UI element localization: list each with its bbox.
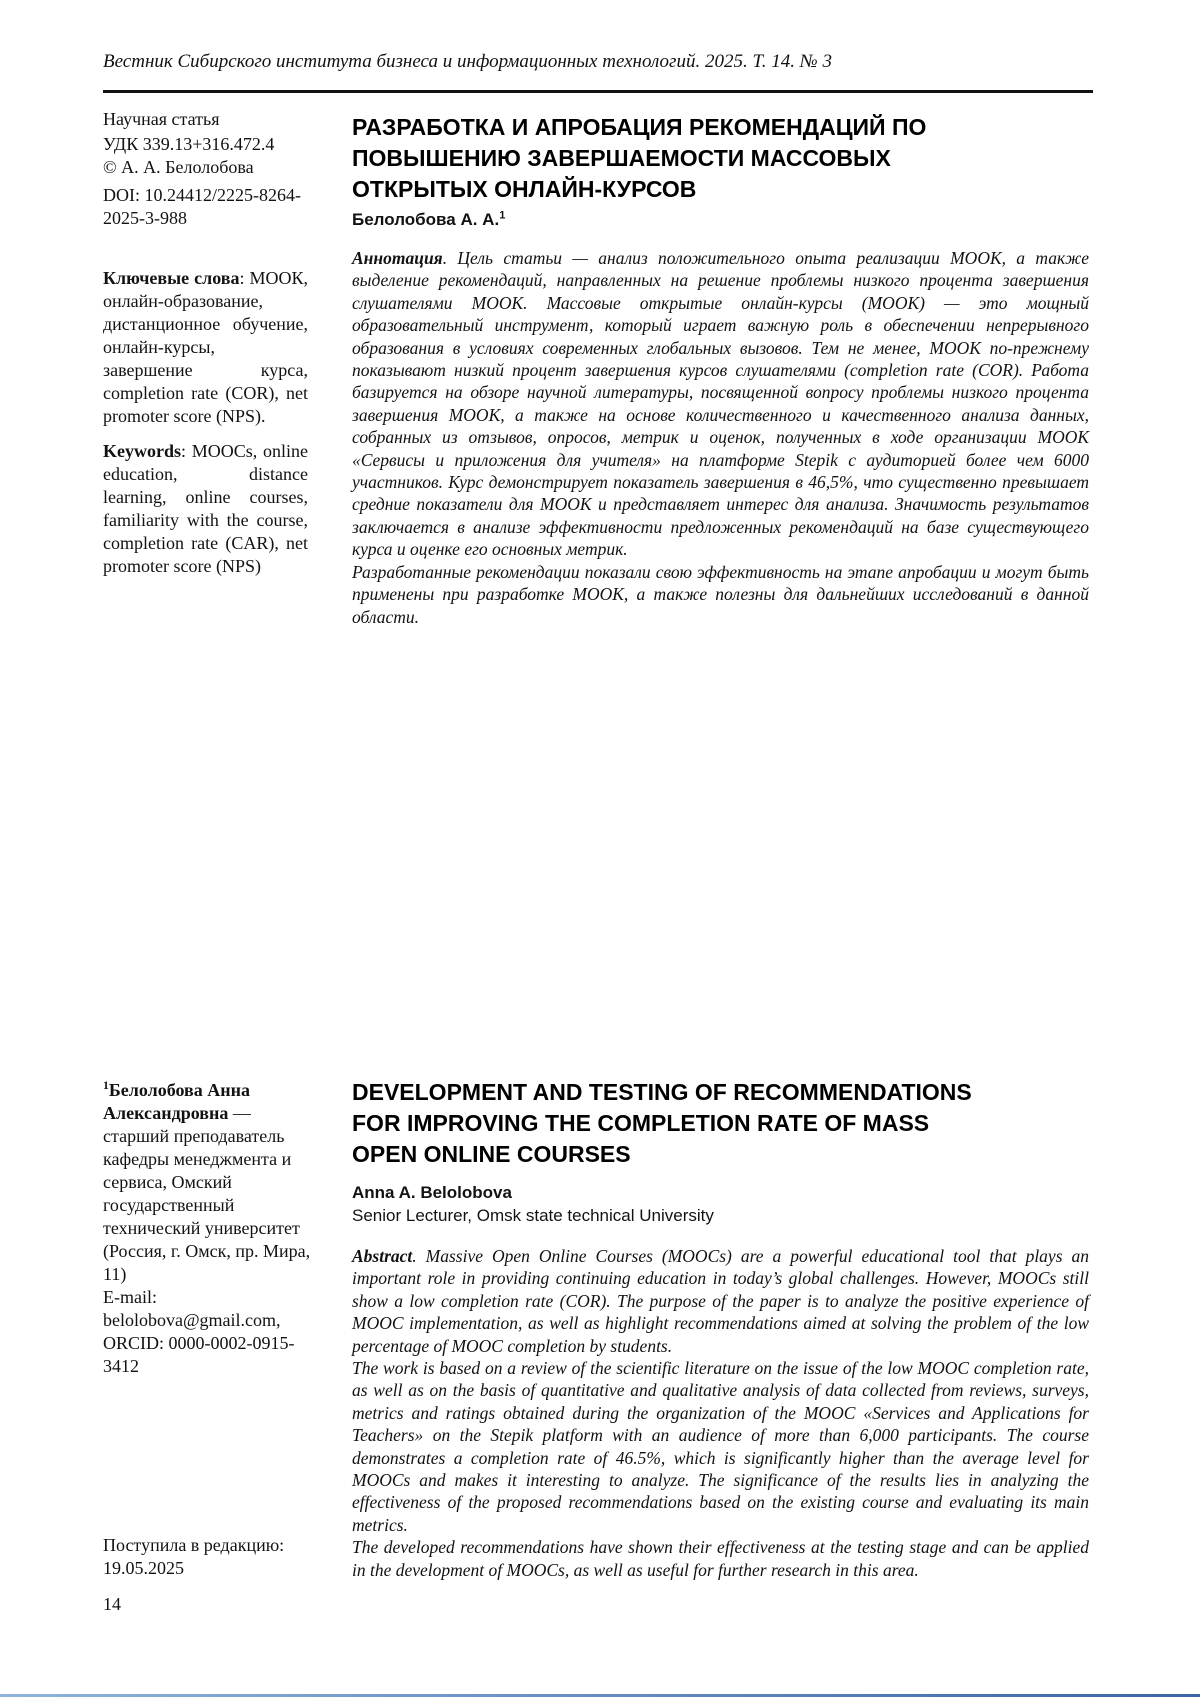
keywords-ru-label: Ключевые слова [103,268,240,288]
abstract-ru [352,247,1089,628]
abstract-ru-paragraph2: Разработанные рекомендации показали свою эффективность на этапе апробации и могут быть применены при разработке МООК, а также полезны для дальнейших исследований в данной области. [352,561,1089,627]
article-title-en-line3: OPEN ONLINE COURSES [352,1141,631,1167]
article-author-ru [352,210,505,230]
article-title-ru [352,112,1092,205]
article-author-ru-sup: 1 [499,209,506,222]
abstract-ru-text1: . Цель статьи — анализ положительного опыта реализации МООК, а также выделение рекомендаций, направленных на решение проблемы низкого процента завершения слушателями МООК. Массовые открытые онлайн-курсы (МООК) — это мощный образовательный инструмент, который играет важную роль в обеспечении непрерывного образования в условиях современных глобальных вызовов. Тем не менее, МООК по-прежнему показывают низкий процент завершения курсов слушателями (completion rate (COR). Работа базируется на обзоре научной литературы, посвященной вопросу проблемы низкого процента завершения МООК, а также на основе количественного и качественного анализа данных, собранных из отзывов, опросов, метрик и оценок, полученных в ходе организации МООК «Сервисы и приложения для учителя» на платформе Stepik с аудиторией более чем 6000 участников. Курс демонстрирует показатель завершения в 46,5%, что существенно превышает средние показатели для МООК и представляет интерес для анализа. Значимость результатов заключается в анализе эффективности предложенных рекомендаций на базе существующего курса и оценке его основных метрик. [352,248,1089,560]
article-author-en-name: Anna A. Belolobova [352,1183,512,1202]
keywords-en-text: : MOOCs, online education, distance learning, online courses, familiarity with the course, completion rate (CAR), net promoter score (NPS) [103,441,308,576]
page-number: 14 [103,1594,121,1614]
article-title-en-line1: DEVELOPMENT AND TESTING OF RECOMMENDATIONS [352,1079,972,1105]
footnote-marker: 1 [103,1079,109,1092]
abstract-en [352,1245,1089,1581]
footnote-author-name: Белолобова Анна Александровна [103,1080,250,1123]
article-author-ru-name: Белолобова А. А. [352,210,500,229]
abstract-en-paragraph3: The developed recommendations have shown their effectiveness at the testing stage and can be applied in the development of MOOCs, as well as useful for further research in this area. [352,1537,1089,1580]
keywords-ru [103,267,308,428]
keywords-en [103,440,308,578]
footnote-email: E-mail: belolobova@gmail.com, [103,1287,281,1330]
left-sidebar [103,108,308,578]
article-title-ru-line2: ПОВЫШЕНИЮ ЗАВЕРШАЕМОСТИ МАССОВЫХ [352,145,891,171]
article-author-en-block [352,1181,1092,1227]
article-title-ru-line3: ОТКРЫТЫХ ОНЛАЙН-КУРСОВ [352,176,697,202]
keywords-en-label: Keywords [103,441,181,461]
author-footnote [103,1079,317,1378]
article-type-label: Научная статья [103,109,220,129]
udc-code: УДК 339.13+316.472.4 [103,134,275,154]
abstract-en-text1: . Massive Open Online Courses (MOOCs) are a powerful educational tool that plays an important role in providing continuing education in today’s global challenges. However, MOOCs still show a low completion rate (COR). The purpose of the paper is to analyze the positive experience of MOOC implementation, as well as highlight recommendations aimed at solving the problem of the low percentage of MOOC completion by students. [352,1246,1089,1356]
received-date: 19.05.2025 [103,1558,184,1578]
abstract-ru-label: Аннотация [352,248,443,268]
abstract-en-label: Abstract [352,1246,413,1266]
article-author-en-affiliation: Senior Lecturer, Omsk state technical University [352,1206,714,1225]
received-block [103,1534,333,1580]
footnote-affiliation: — старший преподаватель кафедры менеджмента и сервиса, Омский государственный технический университет (Россия, г. Омск, пр. Мира, 11) [103,1103,311,1284]
article-title-en [352,1077,1092,1170]
copyright-line: © А. А. Белолобова [103,157,254,177]
header-divider [103,90,1093,93]
doi-line: DOI: 10.24412/2225-8264-2025-3-988 [103,185,301,228]
footnote-orcid: ORCID: 0000-0002-0915-3412 [103,1333,295,1376]
keywords-ru-text: : МООК, онлайн-образование, дистанционное обучение, онлайн-курсы, завершение курса, completion rate (COR), net promoter score (NPS). [103,268,308,426]
article-title-en-line2: FOR IMPROVING THE COMPLETION RATE OF MASS [352,1110,930,1136]
journal-header: Вестник Сибирского института бизнеса и информационных технологий. 2025. Т. 14. № 3 [103,51,832,72]
abstract-en-paragraph1 [352,1245,1089,1357]
received-label: Поступила в редакцию: [103,1535,285,1555]
article-title-ru-line1: РАЗРАБОТКА И АПРОБАЦИЯ РЕКОМЕНДАЦИЙ ПО [352,114,927,140]
abstract-ru-paragraph1 [352,247,1089,561]
abstract-en-paragraph2: The work is based on a review of the scientific literature on the issue of the low MOOC completion rate, as well as on the basis of quantitative and qualitative analysis of data collected from reviews, surveys, metrics and ratings obtained during the organization of the MOOC «Services and Applications for Teachers» on the Stepik platform with an audience of more than 6,000 participants. The course demonstrates a completion rate of 46.5%, which is significantly higher than the average level for MOOCs and makes it interesting to analyze. The significance of the results lies in analyzing the effectiveness of the proposed recommendations based on the existing course and evaluating its main metrics. [352,1358,1089,1535]
footnote-text [103,1079,317,1286]
